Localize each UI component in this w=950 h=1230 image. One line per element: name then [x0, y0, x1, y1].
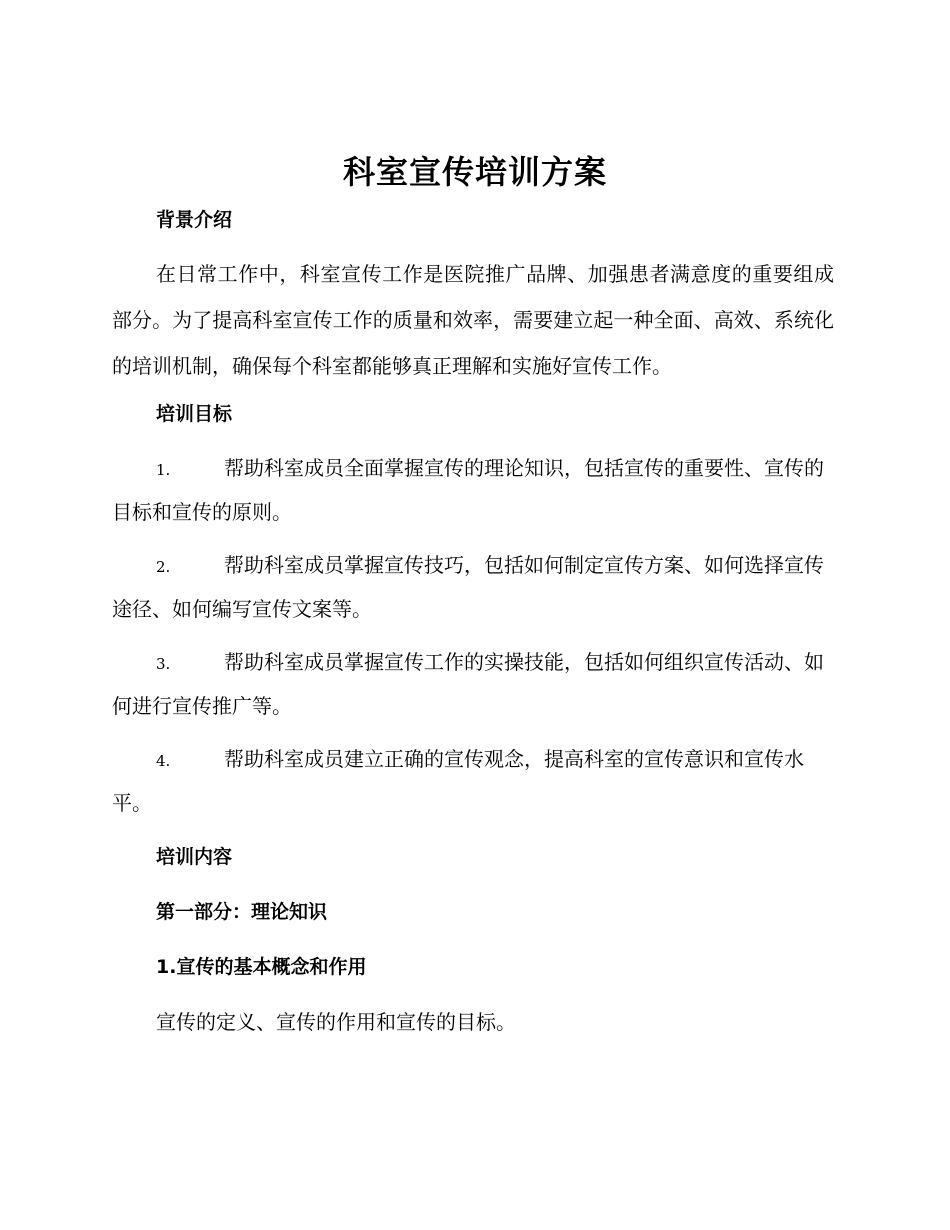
- goal-text: 帮助科室成员掌握宣传工作的实操技能，包括如何组织宣传活动、如何进行宣传推广等。: [112, 650, 824, 718]
- part1-sub-text: 宣传的定义、宣传的作用和宣传的目标。: [156, 1010, 516, 1034]
- heading-part1: 第一部分：理论知识: [156, 901, 328, 923]
- document-title: 科室宣传培训方案: [342, 153, 607, 191]
- goal-number: 1.: [156, 461, 171, 479]
- heading-background: 背景介绍: [156, 209, 233, 231]
- goal-item-2: [112, 544, 834, 630]
- heading-goals: 培训目标: [156, 403, 233, 425]
- goal-item-3: [112, 641, 834, 727]
- goal-text: 帮助科室成员建立正确的宣传观念，提高科室的宣传意识和宣传水平。: [112, 747, 804, 815]
- goal-number: 4.: [156, 752, 171, 770]
- goal-number: 2.: [156, 558, 171, 576]
- goal-item-1: [112, 447, 834, 533]
- goal-text: 帮助科室成员掌握宣传技巧，包括如何制定宣传方案、如何选择宣传途径、如何编写宣传文案等。: [112, 553, 824, 621]
- goal-number: 3.: [156, 655, 171, 673]
- background-paragraph: 在日常工作中，科室宣传工作是医院推广品牌、加强患者满意度的重要组成部分。为了提高科室宣传工作的质量和效率，需要建立起一种全面、高效、系统化的培训机制，确保每个科室都能够真正理解和实施好宣传工作。: [112, 262, 834, 378]
- heading-part1-sub: 1.宣传的基本概念和作用: [156, 956, 367, 978]
- goal-item-4: [112, 738, 834, 824]
- goal-text: 帮助科室成员全面掌握宣传的理论知识，包括宣传的重要性、宣传的目标和宣传的原则。: [112, 456, 824, 524]
- heading-content: 培训内容: [156, 846, 233, 868]
